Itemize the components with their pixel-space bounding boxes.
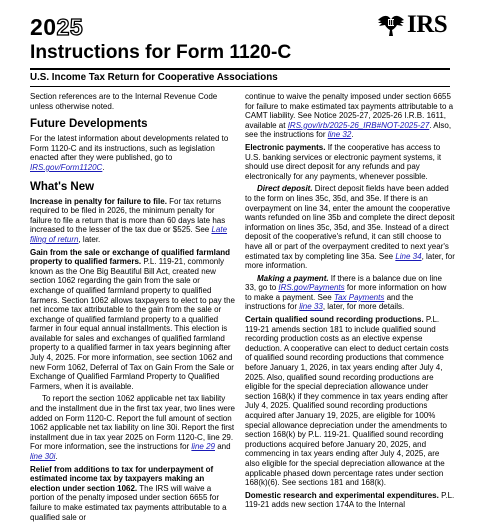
camt-paragraph: continue to waive the penalty imposed under section 6655 for failure to make estimated tax payments attributable to a CAMT liability. See Notice 2025-27, 2025-26 I.R.B. 1611, available at IRS.gov/irb/2025-26_IRB#NOT-2025-27. Also, see the instructions for line 32. [245, 92, 454, 140]
future-developments-text: For the latest information about developments related to Form 1120-C and its instructions, such as legislation enacted after they were published, go to IRS.gov/Form1120C. [30, 134, 229, 172]
form-year: 2025 [30, 14, 84, 40]
electronic-payments-paragraph: Electronic payments. If the cooperative has access to U.S. banking services or electronic payment systems, it should use direct deposit for any refunds and pay electronically for any payments, whenever possible. [245, 142, 442, 181]
future-developments-heading: Future Developments [30, 118, 148, 131]
title-rule [30, 68, 450, 70]
irs-eagle-icon [376, 11, 406, 39]
section-1062-paragraph: To report the section 1062 applicable net tax liability and the installment due in the first tax year, two lines were added on Form 1120-C. Report the full amount of section 1062 applicable net tax liability on line 30i. Report the first installment due in tax year 2025 on Form 1120-C, line 29. For more information, see the instructions for line 29 and line 30i. [30, 394, 235, 461]
irb-link[interactable]: IRS.gov/irb/2025-26_IRB#NOT-2025-27 [287, 120, 430, 130]
direct-deposit-paragraph: Direct deposit. Direct deposit fields have been added to the form on lines 35c, 35d, and 35e. If there is an overpayment on line 34, enter the amount the cooperative wants refunded on line 35b and complete the direct deposit information on lines 35c, 35d, and 35e. Instead of a direct deposit of the cooperative's refund, it can still choose to have all or part of the overpayment credited to next year's estimated tax by completing line 35a. See Line 34, later, for more information. [245, 184, 455, 271]
right-column [245, 92, 455, 513]
sound-recording-paragraph: Certain qualified sound recording productions. P.L. 119-21 amends section 181 to include qualified sound recording production costs as an elective expense deduction. A cooperative can elect to deduct certain costs of qualified sound recording productions that commence before January 1, 2026, in tax years ending after July 4, 2025. Also, qualified sound recording productions are eligible for the special depreciation allowance under section 168(k) if they commence in tax years ending after July 4, 2025. Qualified sound recording productions acquired after January 19, 2025, are eligible for 100% special allowance depreciation under the amendments to section 168(k) by P.L. 119-21. Qualified sound recording productions acquired before January 20, 2025, and commencing in tax years ending after July 4, 2025, are also eligible for the special depreciation allowance at the applicable phased down percentage rates under section 168(k)(6). See sections 181 and 168(k). [245, 315, 449, 488]
late-filing-link[interactable]: Late filing of return [30, 225, 228, 244]
page-subtitle: U.S. Income Tax Return for Cooperative Associations [30, 72, 278, 83]
page-title: Instructions for Form 1120-C [30, 42, 292, 63]
intro-text: Section references are to the Internal Revenue Code unless otherwise noted. [30, 92, 218, 111]
left-column [30, 92, 235, 525]
line-30i-link[interactable]: line 30i [30, 452, 56, 461]
form1120c-link[interactable]: IRS.gov/Form1120C [30, 162, 103, 172]
line-34-link[interactable]: Line 34 [395, 251, 422, 261]
irs-wordmark: IRS [407, 11, 448, 38]
making-payment-paragraph: Making a payment. If there is a balance due on line 33, go to IRS.gov/Payments for more information on how to make a payment. See Tax Payments and the instructions for line 33, later, for more details. [245, 273, 447, 312]
research-expenditures-paragraph: Domestic research and experimental expenditures. P.L. 119-21 adds new section 174A to the Internal [245, 490, 455, 510]
line-33-link[interactable]: line 33 [299, 302, 323, 312]
whats-new-heading: What's New [30, 180, 95, 193]
penalty-paragraph: Increase in penalty for failure to file. For tax returns required to be filed in 2026, the minimum penalty for failure to file a return that is more than 60 days late has increased to the lesser of the tax due or $525. See Late filing of return, later. [30, 196, 228, 244]
farmland-paragraph: Gain from the sale or exchange of qualified farmland property to qualified farmers. P.L. 119-21, commonly known as the One Big Beautiful Bill Act, created new section 1062 regarding the gain from the sale or exchange of qualified farmland property to qualified farmers. Section 1062 allows taxpayers to elect to pay the net income tax attributable to the gain from the sale or exchange of qualified farmland property to a qualified farmer in four equal annual installments. This election is available for sales and exchanges of qualified farmland property to a qualified farmer in tax years beginning after July 4, 2025. For more information, see section 1062 and new Form 1062, Deferral of Tax on Gain From the Sale or Exchange of Qualified Farmland Property to Qualified Farmers, when it is available. [30, 247, 235, 391]
line-29-link[interactable]: line 29 [191, 442, 215, 452]
irs-logo [376, 10, 447, 40]
tax-payments-link[interactable]: Tax Payments [333, 292, 385, 302]
payments-link[interactable]: IRS.gov/Payments [278, 283, 345, 293]
relief-paragraph: Relief from additions to tax for underpayment of estimated income tax by taxpayers making an election under section 1062. The IRS will waive a portion of the penalty imposed under section 6655 for failure to make estimated tax payments attributable to a qualified sale or [30, 464, 227, 522]
subtitle-rule [30, 86, 450, 87]
line-32-link[interactable]: line 32 [327, 130, 352, 140]
